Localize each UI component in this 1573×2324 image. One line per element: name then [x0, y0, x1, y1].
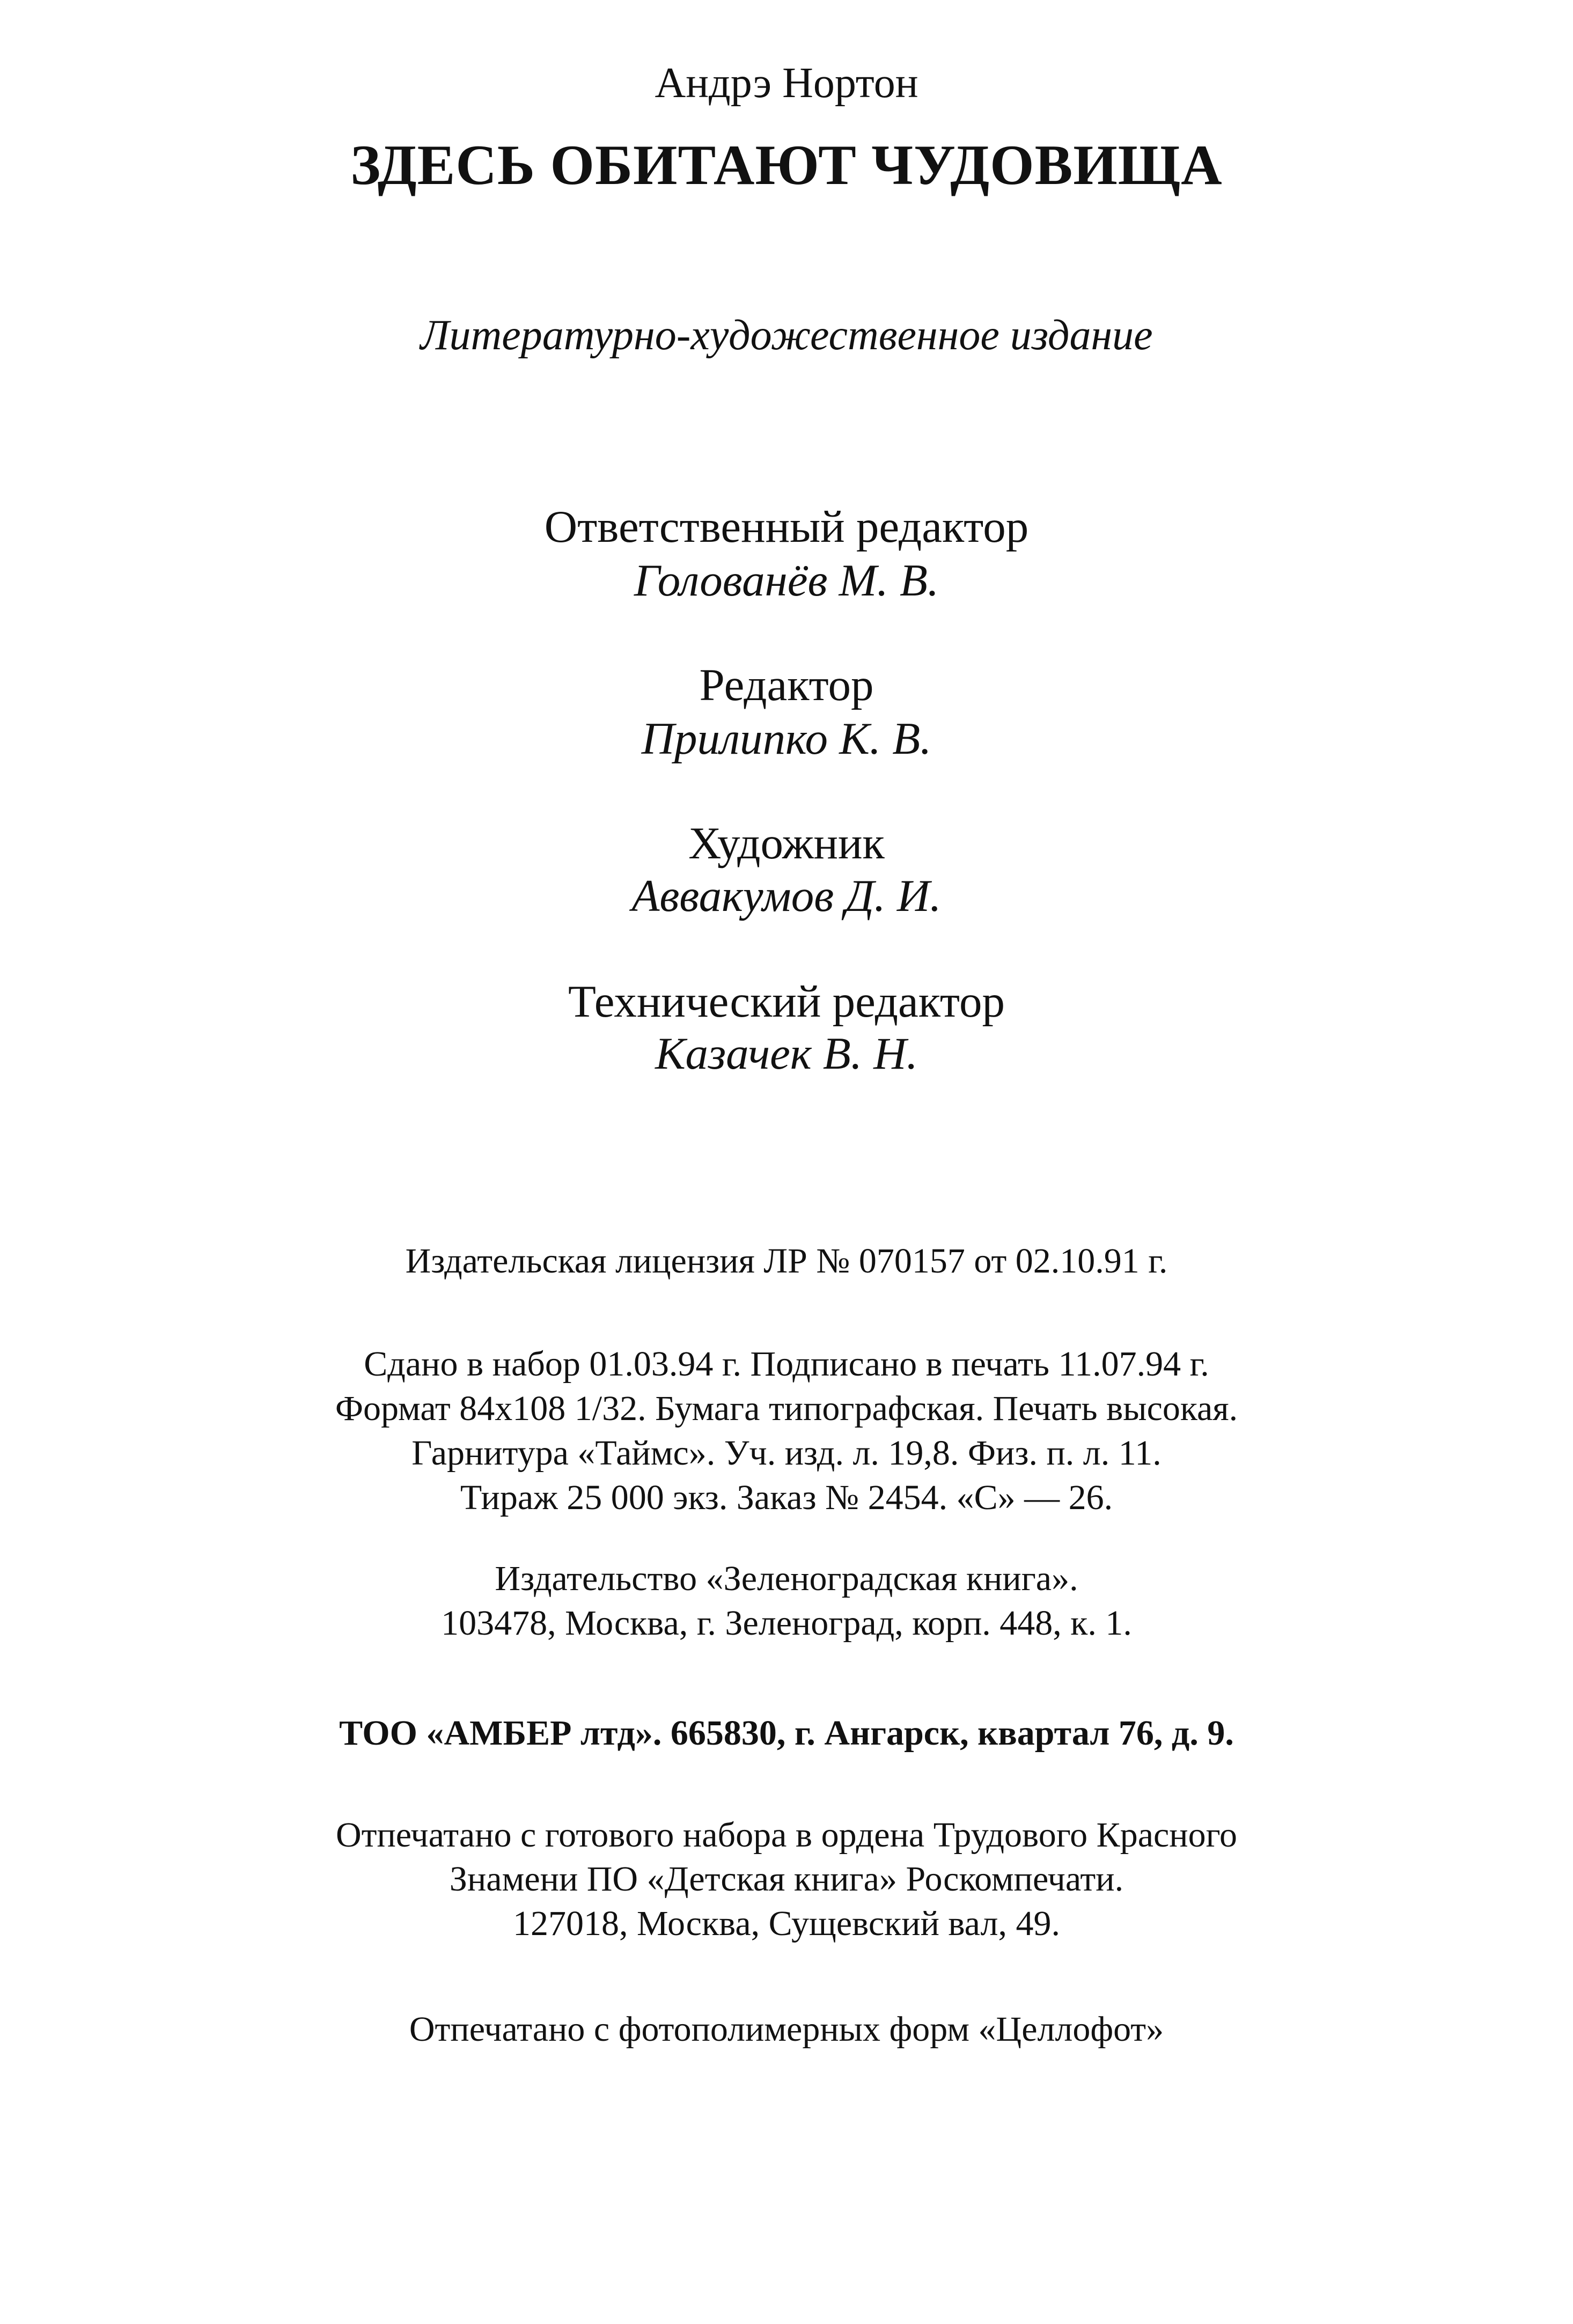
imprint-line: Сдано в набор 01.03.94 г. Подписано в печать 11.07.94 г.: [364, 1344, 1209, 1384]
book-title: ЗДЕСЬ ОБИТАЮТ ЧУДОВИЩА: [350, 134, 1223, 196]
publisher-line: 103478, Москва, г. Зеленоград, корп. 448, к. 1.: [441, 1604, 1132, 1643]
author-name: Андрэ Нортон: [655, 60, 918, 107]
credit-role-chief-editor: Ответственный редактор: [544, 502, 1029, 552]
imprint-line: Тираж 25 000 экз. Заказ № 2454. «С» — 26.: [460, 1478, 1113, 1517]
printing-forms-note: Отпечатано с фотополимерных форм «Целлофот»: [409, 2010, 1164, 2049]
publishing-license: Издательская лицензия ЛР № 070157 от 02.10.91 г.: [405, 1241, 1168, 1281]
publisher-line: Издательство «Зеленоградская книга».: [495, 1559, 1078, 1598]
printer-line: Отпечатано с готового набора в ордена Трудового Красного: [335, 1815, 1238, 1855]
credit-name-artist: Аввакумов Д. И.: [631, 871, 942, 921]
imprint-line: Формат 84x108 1/32. Бумага типографская. Печать высокая.: [335, 1389, 1238, 1428]
printer-line: Знамени ПО «Детская книга» Роскомпечати.: [449, 1859, 1124, 1899]
imprint-line: Гарнитура «Таймс». Уч. изд. л. 19,8. Физ. п. л. 11.: [411, 1433, 1162, 1473]
credit-name-editor: Прилипко К. В.: [641, 714, 932, 764]
credit-name-chief-editor: Голованёв М. В.: [634, 555, 939, 606]
credit-role-artist: Художник: [688, 818, 885, 869]
credit-name-tech-editor: Казачек В. Н.: [655, 1028, 918, 1079]
genre-label: Литературно-художественное издание: [420, 312, 1153, 359]
credit-role-editor: Редактор: [699, 660, 874, 710]
credit-role-tech-editor: Технический редактор: [568, 976, 1005, 1027]
amber-address: ТОО «АМБЕР лтд». 665830, г. Ангарск, квартал 76, д. 9.: [339, 1713, 1234, 1753]
printer-line: 127018, Москва, Сущевский вал, 49.: [512, 1904, 1060, 1943]
